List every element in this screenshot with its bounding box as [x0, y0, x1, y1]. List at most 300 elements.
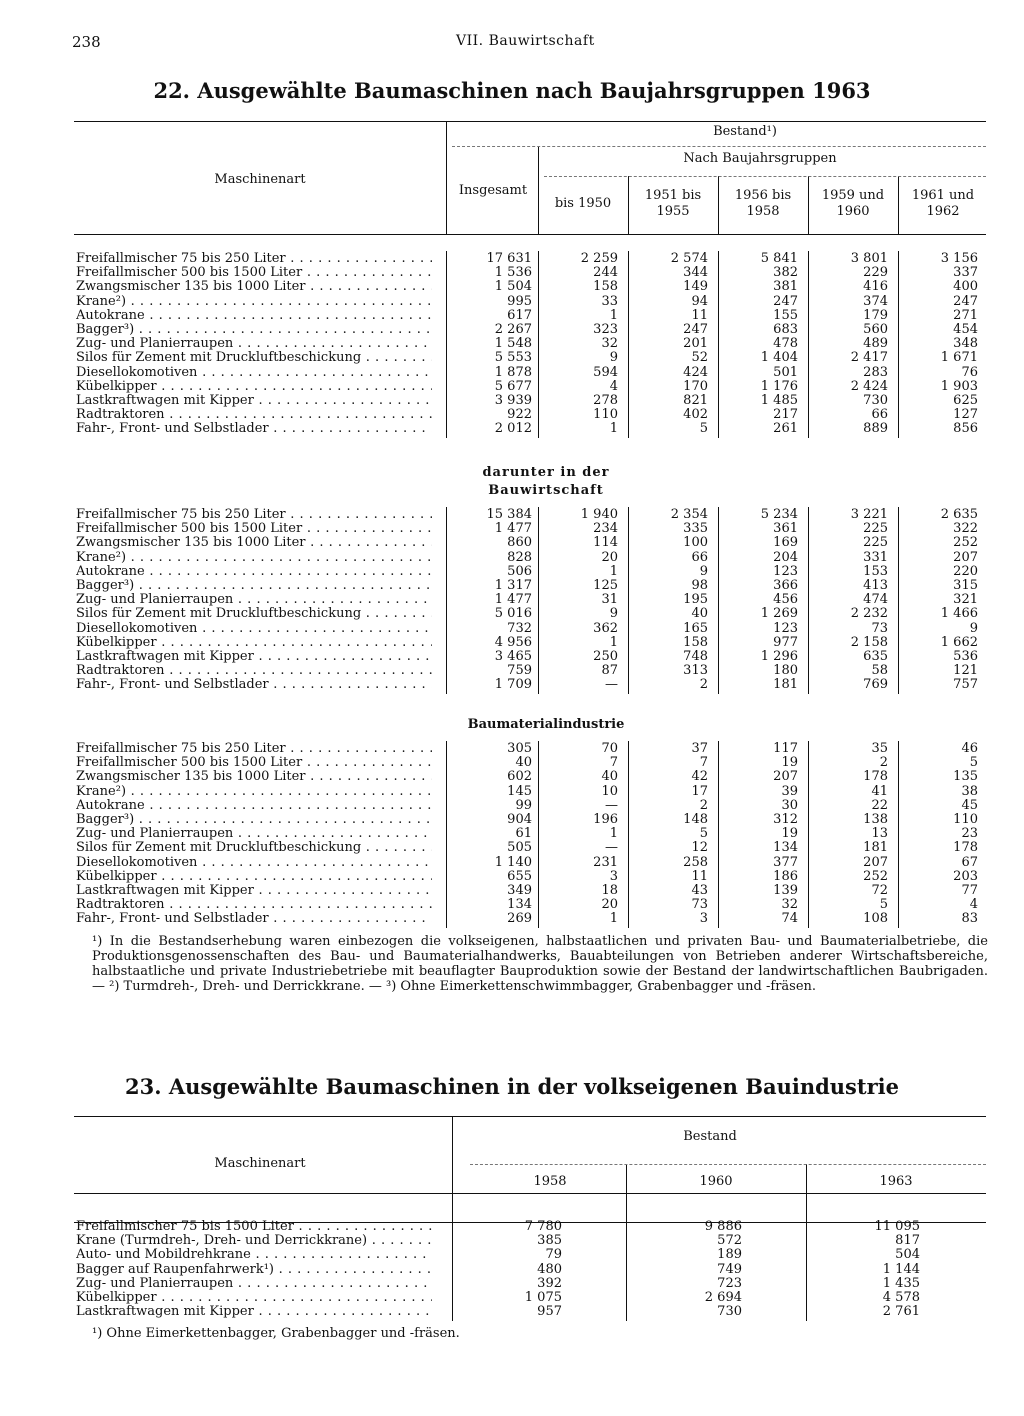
cell-value: 385 — [537, 1233, 562, 1249]
cell-value: 1 144 — [882, 1261, 920, 1277]
cell-value: 1 477 — [494, 592, 532, 608]
cell-value: 732 — [507, 620, 532, 636]
cell-value: 30 — [781, 797, 798, 813]
cell-value: 74 — [781, 911, 798, 927]
cell-value: 402 — [683, 407, 708, 423]
cell-value: 957 — [537, 1304, 562, 1320]
table23-col-bestand: Bestand — [683, 1129, 737, 1144]
machine-name: Autokrane . . . — [76, 565, 432, 579]
cell-value: 117 — [773, 741, 798, 756]
table-row — [0, 841, 1024, 855]
cell-value: 828 — [507, 549, 532, 565]
machine-name: Freifallmischer 75 bis 250 Liter . . . — [76, 508, 432, 522]
cell-value: 123 — [773, 620, 798, 636]
machine-name: Bagger³) . . . — [76, 579, 432, 593]
cell-value: 1 504 — [494, 279, 532, 295]
table22-col-group: Nach Baujahrsgruppen — [683, 151, 837, 166]
table-row — [0, 1291, 1024, 1305]
cell-value: 995 — [507, 293, 532, 309]
cell-value: 45 — [961, 797, 978, 813]
machine-name: Bagger auf Raupenfahrwerk¹) . . . — [76, 1263, 432, 1277]
cell-value: 83 — [961, 911, 978, 927]
cell-value: 362 — [593, 620, 618, 636]
table-row — [0, 678, 1024, 692]
cell-value: 2 — [699, 677, 708, 693]
cell-value: 19 — [781, 826, 798, 842]
machine-name: Radtraktoren . . . — [76, 898, 432, 912]
table-row — [0, 323, 1024, 337]
cell-value: 860 — [507, 535, 532, 551]
table-row — [0, 351, 1024, 365]
cell-value: 178 — [953, 840, 978, 856]
cell-value: 5 016 — [494, 606, 532, 622]
cell-value: 1 878 — [494, 364, 532, 380]
cell-value: 1 317 — [494, 578, 532, 593]
cell-value: 138 — [863, 812, 888, 827]
cell-value: 39 — [781, 783, 798, 799]
cell-value: 2 354 — [670, 507, 708, 522]
machine-name: Radtraktoren . . . — [76, 408, 432, 422]
cell-value: 413 — [863, 578, 888, 593]
table-row — [0, 856, 1024, 870]
cell-value: 2 417 — [850, 350, 888, 366]
table-row — [0, 799, 1024, 813]
cell-value: 22 — [871, 797, 888, 813]
cell-value: 400 — [953, 279, 978, 295]
cell-value: 13 — [871, 826, 888, 842]
cell-value: 79 — [545, 1247, 562, 1263]
cell-value: 204 — [773, 549, 798, 565]
cell-value: 278 — [593, 393, 618, 408]
table22-col-bestand: Bestand¹) — [713, 124, 777, 139]
machine-name: Krane²) . . . — [76, 785, 432, 799]
cell-value: 269 — [507, 911, 532, 927]
machine-name: Lastkraftwagen mit Kipper . . . — [76, 394, 432, 408]
cell-value: 480 — [537, 1261, 562, 1277]
cell-value: 234 — [593, 521, 618, 537]
table-row — [0, 252, 1024, 266]
table-row — [0, 1220, 1024, 1234]
table22-col-2: 1951 bis 1955 — [644, 188, 702, 219]
machine-name: Krane²) . . . — [76, 295, 432, 309]
cell-value: 501 — [773, 364, 798, 380]
cell-value: 179 — [863, 307, 888, 323]
cell-value: 821 — [683, 393, 708, 408]
cell-value: 382 — [773, 265, 798, 281]
cell-value: 125 — [593, 578, 618, 593]
machine-name: Kübelkipper . . . — [76, 636, 432, 650]
cell-value: 283 — [863, 364, 888, 380]
table-row — [0, 337, 1024, 351]
table23-year-1: 1958 — [533, 1174, 567, 1189]
cell-value: 207 — [953, 549, 978, 565]
cell-value: 2 574 — [670, 251, 708, 266]
cell-value: 38 — [961, 783, 978, 799]
cell-value: 617 — [507, 307, 532, 323]
cell-value: 134 — [773, 840, 798, 856]
cell-value: 594 — [593, 364, 618, 380]
cell-value: 181 — [863, 840, 888, 856]
cell-value: 416 — [863, 279, 888, 295]
cell-value: 247 — [953, 293, 978, 309]
cell-value: 40 — [601, 769, 618, 785]
cell-value: 11 095 — [874, 1219, 920, 1234]
running-head: VII. Bauwirtschaft — [456, 33, 595, 49]
cell-value: 35 — [871, 741, 888, 756]
cell-value: 730 — [717, 1304, 742, 1320]
section-heading: Baumaterialindustrie — [467, 717, 625, 732]
cell-value: 189 — [717, 1247, 742, 1263]
cell-value: 625 — [953, 393, 978, 408]
cell-value: 1 477 — [494, 521, 532, 537]
cell-value: 323 — [593, 322, 618, 337]
cell-value: 2 635 — [940, 507, 978, 522]
cell-value: 748 — [683, 649, 708, 664]
cell-value: 134 — [507, 897, 532, 913]
table22-col-5: 1961 und 1962 — [911, 188, 975, 219]
cell-value: 207 — [863, 854, 888, 870]
machine-name: Silos für Zement mit Druckluftbeschickung . . . — [76, 607, 432, 621]
cell-value: 1 — [609, 911, 618, 927]
machine-name: Freifallmischer 500 bis 1500 Liter . . . — [76, 522, 432, 536]
cell-value: 110 — [593, 407, 618, 423]
cell-value: 5 — [699, 421, 708, 437]
table23-title: 23. Ausgewählte Baumaschinen in der volkseigenen Bauindustrie — [125, 1074, 899, 1099]
table-row — [0, 536, 1024, 550]
table-row — [0, 636, 1024, 650]
cell-value: 155 — [773, 307, 798, 323]
machine-name: Diesellokomotiven . . . — [76, 366, 432, 380]
cell-value: 2 158 — [850, 634, 888, 650]
cell-value: 41 — [871, 783, 888, 799]
cell-value: 817 — [895, 1233, 920, 1249]
cell-value: 9 — [699, 563, 708, 579]
cell-value: 1 662 — [940, 634, 978, 650]
cell-value: 506 — [507, 563, 532, 579]
cell-value: 3 465 — [494, 649, 532, 664]
table-row — [0, 827, 1024, 841]
cell-value: 2 267 — [494, 322, 532, 337]
cell-value: 196 — [593, 812, 618, 827]
cell-value: 381 — [773, 279, 798, 295]
cell-value: 9 — [609, 606, 618, 622]
cell-value: 572 — [717, 1233, 742, 1249]
table-row — [0, 756, 1024, 770]
cell-value: 87 — [601, 663, 618, 679]
table-row — [0, 408, 1024, 422]
table23-col-machine: Maschinenart — [214, 1156, 306, 1171]
cell-value: 217 — [773, 407, 798, 423]
table-row — [0, 664, 1024, 678]
cell-value: 31 — [601, 592, 618, 608]
cell-value: 158 — [593, 279, 618, 295]
machine-name: Zug- und Planierraupen . . . — [76, 337, 432, 351]
cell-value: 271 — [953, 307, 978, 323]
table-row — [0, 551, 1024, 565]
table23-footnote: ¹) Ohne Eimerkettenbagger, Grabenbagger und -fräsen. — [92, 1326, 460, 1341]
table-row — [0, 622, 1024, 636]
cell-value: 121 — [953, 663, 978, 679]
machine-name: Autokrane . . . — [76, 799, 432, 813]
table-row — [0, 309, 1024, 323]
cell-value: 148 — [683, 812, 708, 827]
machine-name: Kübelkipper . . . — [76, 1291, 432, 1305]
machine-name: Bagger³) . . . — [76, 323, 432, 337]
machine-name: Fahr-, Front- und Selbstlader . . . — [76, 422, 432, 436]
cell-value: 33 — [601, 293, 618, 309]
cell-value: 2 761 — [882, 1304, 920, 1320]
machine-name: Lastkraftwagen mit Kipper . . . — [76, 884, 432, 898]
cell-value: 98 — [691, 578, 708, 593]
cell-value: 20 — [601, 897, 618, 913]
cell-value: 5 677 — [494, 378, 532, 394]
machine-name: Zwangsmischer 135 bis 1000 Liter . . . — [76, 770, 432, 784]
machine-name: Freifallmischer 75 bis 250 Liter . . . — [76, 742, 432, 756]
cell-value: 321 — [953, 592, 978, 608]
machine-name: Freifallmischer 75 bis 250 Liter . . . — [76, 252, 432, 266]
cell-value: 94 — [691, 293, 708, 309]
cell-value: 759 — [507, 663, 532, 679]
table-row — [0, 1248, 1024, 1262]
machine-name: Freifallmischer 500 bis 1500 Liter . . . — [76, 756, 432, 770]
cell-value: 3 — [699, 911, 708, 927]
table-row — [0, 565, 1024, 579]
cell-value: 261 — [773, 421, 798, 437]
cell-value: 1 903 — [940, 378, 978, 394]
cell-value: 252 — [863, 868, 888, 884]
table23-year-2: 1960 — [699, 1174, 733, 1189]
cell-value: 504 — [895, 1247, 920, 1263]
machine-name: Bagger³) . . . — [76, 813, 432, 827]
cell-value: 165 — [683, 620, 708, 636]
cell-value: 2 — [699, 797, 708, 813]
cell-value: 207 — [773, 769, 798, 785]
cell-value: 66 — [691, 549, 708, 565]
table-row — [0, 380, 1024, 394]
cell-value: 180 — [773, 663, 798, 679]
table-row — [0, 508, 1024, 522]
cell-value: 377 — [773, 854, 798, 870]
cell-value: 635 — [863, 649, 888, 664]
cell-value: 46 — [961, 741, 978, 756]
cell-value: 856 — [953, 421, 978, 437]
cell-value: 10 — [601, 783, 618, 799]
cell-value: 361 — [773, 521, 798, 537]
cell-value: 181 — [773, 677, 798, 693]
cell-value: 258 — [683, 854, 708, 870]
cell-value: 5 — [699, 826, 708, 842]
cell-value: 76 — [961, 364, 978, 380]
cell-value: 560 — [863, 322, 888, 337]
cell-value: 392 — [537, 1275, 562, 1291]
table23-year-3: 1963 — [879, 1174, 913, 1189]
table-row — [0, 394, 1024, 408]
machine-name: Auto- und Mobildrehkrane . . . — [76, 1248, 432, 1262]
cell-value: 72 — [871, 883, 888, 898]
cell-value: 977 — [773, 634, 798, 650]
cell-value: 2 259 — [580, 251, 618, 266]
cell-value: 1 296 — [760, 649, 798, 664]
cell-value: 123 — [773, 563, 798, 579]
cell-value: 505 — [507, 840, 532, 856]
machine-name: Fahr-, Front- und Selbstlader . . . — [76, 912, 432, 926]
cell-value: 1 075 — [524, 1290, 562, 1305]
cell-value: 244 — [593, 265, 618, 281]
table-row — [0, 1277, 1024, 1291]
cell-value: 769 — [863, 677, 888, 693]
cell-value: 1 — [609, 421, 618, 437]
cell-value: 12 — [691, 840, 708, 856]
cell-value: 7 — [609, 755, 618, 771]
table-row — [0, 742, 1024, 756]
machine-name: Diesellokomotiven . . . — [76, 622, 432, 636]
cell-value: 61 — [515, 826, 532, 842]
table22-title: 22. Ausgewählte Baumaschinen nach Baujahrsgruppen 1963 — [153, 78, 871, 103]
cell-value: 424 — [683, 364, 708, 380]
cell-value: 153 — [863, 563, 888, 579]
cell-value: 247 — [773, 293, 798, 309]
table-row — [0, 650, 1024, 664]
cell-value: 3 801 — [850, 251, 888, 266]
table-row — [0, 785, 1024, 799]
table22-col-4: 1959 und 1960 — [821, 188, 885, 219]
table-row — [0, 912, 1024, 926]
cell-value: 5 234 — [760, 507, 798, 522]
cell-value: 3 — [609, 868, 618, 884]
cell-value: 1 — [609, 634, 618, 650]
cell-value: 1 485 — [760, 393, 798, 408]
cell-value: 18 — [601, 883, 618, 898]
cell-value: 3 221 — [850, 507, 888, 522]
cell-value: 1 — [609, 826, 618, 842]
machine-name: Lastkraftwagen mit Kipper . . . — [76, 1305, 432, 1319]
cell-value: 17 — [691, 783, 708, 799]
cell-value: 366 — [773, 578, 798, 593]
cell-value: 7 — [699, 755, 708, 771]
table-row — [0, 1305, 1024, 1319]
cell-value: 195 — [683, 592, 708, 608]
cell-value: 58 — [871, 663, 888, 679]
cell-value: 1 940 — [580, 507, 618, 522]
cell-value: 313 — [683, 663, 708, 679]
cell-value: 43 — [691, 883, 708, 898]
cell-value: 19 — [781, 755, 798, 771]
machine-name: Zug- und Planierraupen . . . — [76, 1277, 432, 1291]
table22-col-3: 1956 bis 1958 — [734, 188, 792, 219]
cell-value: 139 — [773, 883, 798, 898]
table-row — [0, 898, 1024, 912]
cell-value: 2 012 — [494, 421, 532, 437]
cell-value: 170 — [683, 378, 708, 394]
cell-value: 17 631 — [486, 251, 532, 266]
cell-value: 20 — [601, 549, 618, 565]
table-row — [0, 579, 1024, 593]
cell-value: 3 939 — [494, 393, 532, 408]
cell-value: 1 — [609, 307, 618, 323]
cell-value: 70 — [601, 741, 618, 756]
cell-value: 305 — [507, 741, 532, 756]
machine-name: Radtraktoren . . . — [76, 664, 432, 678]
cell-value: 757 — [953, 677, 978, 693]
cell-value: 114 — [593, 535, 618, 551]
cell-value: 4 956 — [494, 634, 532, 650]
table-row — [0, 522, 1024, 536]
cell-value: 655 — [507, 868, 532, 884]
cell-value: 1 536 — [494, 265, 532, 281]
table-row — [0, 295, 1024, 309]
cell-value: 454 — [953, 322, 978, 337]
cell-value: 2 424 — [850, 378, 888, 394]
table-row — [0, 870, 1024, 884]
cell-value: — — [605, 840, 618, 856]
cell-value: 108 — [863, 911, 888, 927]
table22-footnote — [92, 934, 988, 994]
table22-col-total: Insgesamt — [458, 183, 528, 198]
cell-value: 231 — [593, 854, 618, 870]
cell-value: 40 — [691, 606, 708, 622]
cell-value: 77 — [961, 883, 978, 898]
machine-name: Autokrane . . . — [76, 309, 432, 323]
cell-value: 11 — [691, 868, 708, 884]
cell-value: 178 — [863, 769, 888, 785]
cell-value: 922 — [507, 407, 532, 423]
cell-value: 5 841 — [760, 251, 798, 266]
cell-value: 349 — [507, 883, 532, 898]
page-number: 238 — [72, 33, 101, 51]
cell-value: 2 232 — [850, 606, 888, 622]
table-row — [0, 607, 1024, 621]
cell-value: 203 — [953, 868, 978, 884]
table22-col-machine: Maschinenart — [214, 172, 306, 187]
machine-name: Kübelkipper . . . — [76, 380, 432, 394]
cell-value: 127 — [953, 407, 978, 423]
cell-value: 23 — [961, 826, 978, 842]
cell-value: 149 — [683, 279, 708, 295]
section-heading: darunter in der Bauwirtschaft — [482, 465, 610, 498]
cell-value: 456 — [773, 592, 798, 608]
cell-value: 1 435 — [882, 1275, 920, 1291]
cell-value: 247 — [683, 322, 708, 337]
cell-value: 1 466 — [940, 606, 978, 622]
machine-name: Zwangsmischer 135 bis 1000 Liter . . . — [76, 536, 432, 550]
machine-name: Freifallmischer 75 bis 1500 Liter . . . — [76, 1220, 432, 1234]
cell-value: 37 — [691, 741, 708, 756]
cell-value: 5 — [969, 755, 978, 771]
cell-value: 1 269 — [760, 606, 798, 622]
cell-value: 225 — [863, 521, 888, 537]
cell-value: 99 — [515, 797, 532, 813]
machine-name: Kübelkipper . . . — [76, 870, 432, 884]
cell-value: 344 — [683, 265, 708, 281]
cell-value: 201 — [683, 336, 708, 352]
cell-value: 67 — [961, 854, 978, 870]
cell-value: 186 — [773, 868, 798, 884]
cell-value: 315 — [953, 578, 978, 593]
cell-value: 110 — [953, 812, 978, 827]
cell-value: 489 — [863, 336, 888, 352]
cell-value: 374 — [863, 293, 888, 309]
cell-value: 11 — [691, 307, 708, 323]
cell-value: 32 — [781, 897, 798, 913]
cell-value: 73 — [871, 620, 888, 636]
cell-value: 9 886 — [704, 1219, 742, 1234]
cell-value: 322 — [953, 521, 978, 537]
cell-value: — — [605, 677, 618, 693]
footnote-text: ¹) In die Bestandserhebung waren einbezogen die volkseigenen, halbstaatlichen und privaten Bau- und Baumaterialbetriebe, die Produktionsgenossenschaften des Bau- und Baumaterialhandwerks, Bauabteilungen von Betrieben anderer Wirtschaftsbereiche, halbstaatliche und private Industriebetriebe mit beauflagter Bauproduktion sowie der Bestand der landwirtschaftlichen Baubrigaden. — ²) Turmdreh-, Dreh- und Derrickkrane. — ³) Ohne Eimerkettenschwimmbagger, Grabenbagger und -fräsen. — [92, 934, 988, 994]
table-row — [0, 366, 1024, 380]
cell-value: 474 — [863, 592, 888, 608]
cell-value: 9 — [609, 350, 618, 366]
